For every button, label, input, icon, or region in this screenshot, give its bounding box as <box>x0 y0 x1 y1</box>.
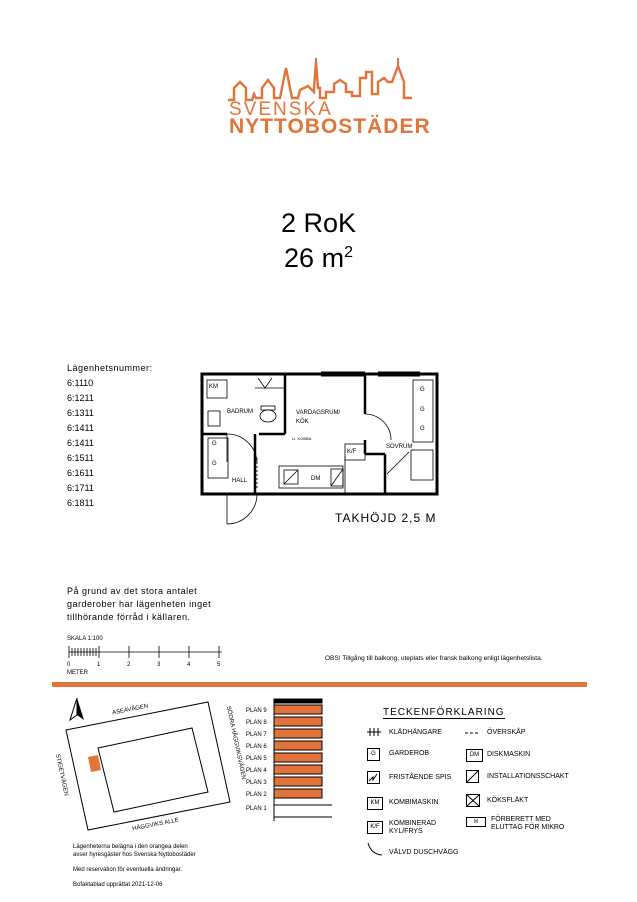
scale-tick: 4 <box>187 662 191 668</box>
installation-shaft-icon <box>466 770 479 783</box>
apartment-number: 6:1311 <box>67 408 94 418</box>
room-label-hall: HALL <box>232 478 248 484</box>
clothes-hanger-icon <box>367 727 381 737</box>
legend-item-label: ÖVERSKÅP <box>487 729 526 736</box>
date-note: Bofaktablad upprättat 2021-12-06 <box>73 882 163 888</box>
floor-label: PLAN 1 <box>246 806 267 812</box>
apartment-number: 6:1511 <box>67 453 94 463</box>
legend-item-label: KYL/FRYS <box>389 828 423 835</box>
scale-tick: 0 <box>67 662 71 668</box>
legend-item-label: KOMBIMASKIN <box>389 799 439 806</box>
symbol-wardrobe: G <box>212 461 217 467</box>
scale-unit: METER <box>67 670 88 676</box>
scale-label: SKALA 1:100 <box>67 636 103 642</box>
apartment-number: 6:1110 <box>67 378 94 388</box>
symbol-wardrobe: G <box>420 387 425 393</box>
apartment-number: 6:1711 <box>67 483 94 493</box>
room-count: 2 RoK <box>280 208 357 238</box>
building-section <box>270 697 340 823</box>
legend-item-label: KLÄDHÄNGARE <box>389 729 442 736</box>
apartment-number: 6:1211 <box>67 393 94 403</box>
room-label-vent: LI. KOBBA <box>292 436 312 441</box>
storage-note-line: tillhörande förråd i källaren. <box>67 612 191 622</box>
storage-note-line: garderober har lägenheten inget <box>67 599 212 609</box>
site-plan <box>58 700 238 835</box>
floor-label: PLAN 4 <box>246 768 267 774</box>
storage-note-line: På grund av det stora antalet <box>67 586 198 596</box>
section-divider <box>52 682 587 687</box>
apartment-number-list <box>67 376 94 511</box>
fridge-freezer-icon: K/F <box>367 821 383 834</box>
floor-label: PLAN 2 <box>246 792 267 798</box>
site-note-line: Lägenheterna belägna i den orangea delen <box>73 844 188 850</box>
legend-item-label: DISKMASKIN <box>487 751 531 758</box>
reservation-note: Med reservation för eventuella ändringar. <box>73 867 183 873</box>
floor-label: PLAN 7 <box>246 732 267 738</box>
legend-item-label: FRISTÅENDE SPIS <box>389 774 452 781</box>
wardrobe-icon: G <box>367 748 380 761</box>
site-note-line: avser hyresgäster hos Svenska Nyttobostäder <box>73 852 196 858</box>
apartment-list-label: Lägenhetsnummer: <box>67 363 153 373</box>
symbol-wardrobe: G <box>420 426 425 432</box>
floor-label: PLAN 8 <box>246 720 267 726</box>
street-right: SÖDRA HÄGGVIKSVÄGEN <box>224 705 247 781</box>
room-label-bath: BADRUM <box>227 409 254 415</box>
logo-line-2: NYTTOBOSTÄDER <box>229 115 431 138</box>
legend-item-label: KOMBINERAD <box>389 820 437 827</box>
floor-label: PLAN 5 <box>246 756 267 762</box>
legend-item-label: INSTALLATIONSSCHAKT <box>487 773 569 780</box>
apartment-number: 6:1411 <box>67 438 94 448</box>
symbol-fridge: K/F <box>347 449 357 455</box>
scale-tick: 3 <box>157 662 161 668</box>
legend-item-label: GARDEROB <box>389 750 430 757</box>
symbol-km: KM <box>209 384 218 390</box>
apartment-number: 6:1411 <box>67 423 94 433</box>
curved-shower-wall-icon <box>367 842 383 856</box>
street-bottom: HÄGGVIKS ALLE <box>131 817 180 833</box>
logo-line-1: SVENSKA <box>229 99 333 120</box>
room-label-kitchen: KÖK <box>296 419 309 425</box>
floor-label: PLAN 9 <box>246 708 267 714</box>
legend-item-label: KÖKSFLÄKT <box>487 797 529 804</box>
legend-item-label: ELUTTAG FÖR MIKRO <box>491 824 565 831</box>
symbol-wardrobe: G <box>420 407 425 413</box>
symbol-wardrobe: G <box>212 441 217 447</box>
legend-item-label: FÖRBERETT MED <box>491 816 551 823</box>
floor-label: PLAN 6 <box>246 744 267 750</box>
dishwasher-icon: DM <box>466 749 483 762</box>
stove-icon <box>367 771 380 784</box>
legend-title: TECKENFÖRKLARING <box>383 707 505 718</box>
wall-cabinet-icon <box>465 731 479 735</box>
site-note <box>73 843 196 859</box>
floor-label: PLAN 3 <box>246 780 267 786</box>
scale-tick: 2 <box>127 662 131 668</box>
room-label-bedroom: SOVRUM <box>386 444 413 450</box>
apartment-number: 6:1611 <box>67 468 94 478</box>
storage-note <box>67 585 211 624</box>
room-label-living: VARDAGSRUM/ <box>296 410 341 416</box>
street-left: STIGETVÄGEN <box>53 753 69 797</box>
apartment-area <box>0 243 637 274</box>
symbol-dishwasher: DM <box>311 476 321 482</box>
apartment-number: 6:1811 <box>67 498 94 508</box>
area-superscript: 2 <box>344 244 353 261</box>
ceiling-height: TAKHÖJD 2,5 M <box>335 511 437 525</box>
obs-note: OBS! Tillgång till balkong, uteplats eller fransk balkong enligt lägenhetslista. <box>325 655 543 662</box>
city-skyline-icon <box>228 58 412 104</box>
street-top: ASEAVÄGEN <box>111 703 149 717</box>
scale-tick: 1 <box>97 662 101 668</box>
legend-item-label: VÄLVD DUSCHVÄGG <box>389 849 459 856</box>
scale-tick: 5 <box>217 662 221 668</box>
kitchen-fan-icon <box>466 794 480 807</box>
area-value: 26 m <box>284 243 345 273</box>
combi-machine-icon: KM <box>367 797 383 810</box>
scale-bar <box>67 644 227 662</box>
microwave-outlet-icon: M <box>466 817 486 827</box>
